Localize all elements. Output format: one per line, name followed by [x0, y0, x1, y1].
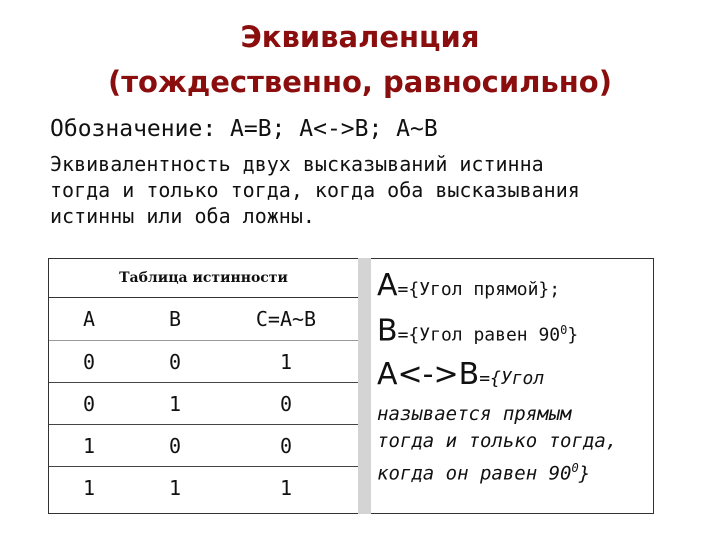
table-row [49, 425, 358, 467]
example-line-4: называется прямым [377, 403, 572, 426]
truth-table-caption: Таблица истинности [49, 259, 358, 298]
example-b-text: ={Угол равен 90 [397, 324, 561, 346]
truth-table [49, 259, 358, 508]
cell-c: 0 [214, 425, 358, 467]
example-a-text: ={Угол прямой}; [397, 279, 561, 300]
example-ab-text: ={Угол [479, 368, 545, 390]
example-line-6 [377, 455, 652, 487]
example-line-6-superscript: 0 [571, 461, 579, 476]
table-row [49, 341, 358, 383]
cell-b: 0 [134, 425, 214, 467]
truth-table-grid [49, 298, 358, 508]
slide-title: Эквиваленция [240, 20, 480, 54]
cell-c: 1 [214, 341, 358, 383]
definition-line-2: тогда и только тогда, когда оба высказывания [50, 178, 580, 202]
table-row [49, 467, 358, 509]
cell-a: 0 [49, 383, 134, 425]
cell-a: 1 [83, 475, 96, 500]
header-b: B [134, 298, 214, 341]
cell-b: 1 [169, 475, 182, 500]
definition-line-3: истинны или оба ложны. [50, 204, 315, 228]
example-b-superscript: 0 [560, 323, 568, 337]
example-ab-letters: A<->B [377, 357, 480, 393]
table-header-row [49, 298, 358, 341]
cell-b: 0 [134, 341, 214, 383]
table-row [49, 383, 358, 425]
cell-a: 0 [49, 341, 134, 383]
column-divider [358, 258, 371, 514]
definition-text [50, 151, 670, 229]
example-line-6-close: } [578, 462, 591, 485]
header-a: A [49, 298, 134, 341]
definition-line-1: Эквивалентность двух высказываний истинна [50, 152, 544, 176]
example-block [377, 266, 652, 488]
slide-subtitle: (тождественно, равносильно) [107, 65, 612, 99]
cell-a: 1 [49, 425, 134, 467]
cell-c: 0 [214, 383, 358, 425]
example-line-b [377, 310, 652, 355]
notation-line: Обозначение: A=B; A<->B; A~B [50, 116, 438, 142]
example-line-5: тогда и только тогда, [377, 430, 618, 453]
cell-c: 1 [279, 475, 293, 500]
header-c: C=A~B [214, 298, 358, 341]
cell-b: 1 [134, 383, 214, 425]
example-line-6-text: когда он равен 90 [377, 462, 572, 485]
example-b-close: } [567, 324, 579, 346]
example-line-ab [377, 355, 652, 399]
example-b-letter: B [377, 313, 398, 349]
example-line-a [377, 266, 652, 310]
example-a-letter: A [377, 268, 398, 303]
